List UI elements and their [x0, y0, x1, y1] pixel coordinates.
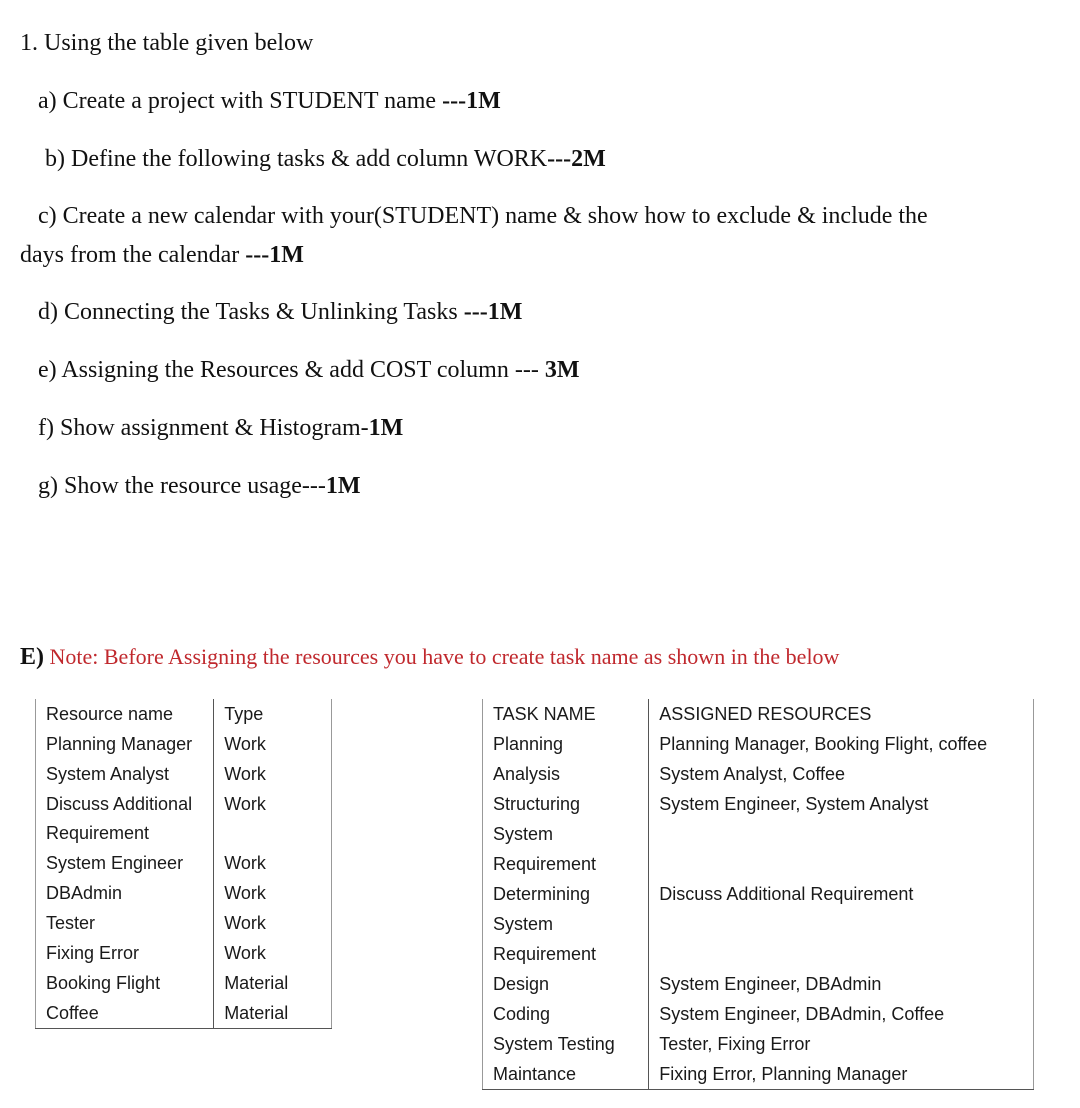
resource-type: Work: [214, 848, 332, 878]
note-label: E): [20, 644, 44, 670]
item-c-marks: ---1M: [245, 242, 304, 268]
question-title: 1. Using the table given below: [20, 30, 314, 56]
resource-name: Fixing Error: [36, 938, 214, 968]
item-e-marks: 3M: [544, 357, 580, 383]
task-name: Requirement: [483, 939, 649, 969]
assigned-resources: System Engineer, System Analyst: [649, 789, 1034, 819]
resource-name: DBAdmin: [36, 878, 214, 908]
item-e-text: e) Assigning the Resources & add COST column ---: [38, 357, 545, 383]
resource-name: Discuss Additional: [36, 789, 214, 819]
note-text: Note: Before Assigning the resources you have to create task name as shown in the below: [49, 644, 840, 669]
assigned-resources: Discuss Additional Requirement: [649, 879, 1034, 909]
item-a: [38, 88, 501, 115]
item-a-text: a) Create a project with STUDENT name: [38, 88, 443, 114]
task-name: Structuring: [483, 789, 649, 819]
table-row: [483, 999, 1034, 1029]
table-row: [483, 1059, 1034, 1090]
resource-name: Booking Flight: [36, 968, 214, 998]
table-row: [483, 819, 1034, 849]
task-name: System: [483, 819, 649, 849]
resource-type: Material: [214, 998, 332, 1029]
assigned-resources: Planning Manager, Booking Flight, coffee: [649, 729, 1034, 759]
resource-name: System Analyst: [36, 759, 214, 789]
table-row: [36, 819, 332, 848]
table-row: [483, 909, 1034, 939]
table-row: [483, 969, 1034, 999]
table-row: [36, 789, 332, 819]
table-row: [36, 968, 332, 998]
resource-type: Work: [214, 908, 332, 938]
assigned-resources: Fixing Error, Planning Manager: [649, 1059, 1034, 1090]
item-g-marks: 1M: [325, 473, 361, 499]
table-row: [36, 998, 332, 1029]
item-g-text: g) Show the resource usage---: [38, 473, 326, 499]
resource-name: Tester: [36, 908, 214, 938]
task-name: Planning: [483, 729, 649, 759]
table-row: [483, 759, 1034, 789]
item-b: [45, 146, 606, 173]
resources-table: [35, 699, 332, 1029]
item-f-text: f) Show assignment & Histogram-: [38, 415, 369, 441]
item-d-text: d) Connecting the Tasks & Unlinking Tasks: [38, 299, 464, 325]
table-row: [483, 939, 1034, 969]
tasks-header-row: [483, 699, 1034, 729]
resource-type: Material: [214, 968, 332, 998]
task-name-header: TASK NAME: [483, 699, 649, 729]
table-row: [483, 849, 1034, 879]
resource-name: Coffee: [36, 998, 214, 1029]
task-name: Requirement: [483, 849, 649, 879]
resource-name-header: Resource name: [36, 699, 214, 729]
table-row: [36, 759, 332, 789]
resource-type: Work: [214, 759, 332, 789]
table-row: [36, 908, 332, 938]
task-name: System: [483, 909, 649, 939]
assigned-resources: System Engineer, DBAdmin, Coffee: [649, 999, 1034, 1029]
resource-type: Work: [214, 938, 332, 968]
assigned-resources: [649, 939, 1034, 969]
resource-type: Work: [214, 729, 332, 759]
assigned-resources: [649, 909, 1034, 939]
item-b-text: b) Define the following tasks & add column WORK: [45, 146, 548, 172]
assigned-resources: Tester, Fixing Error: [649, 1029, 1034, 1059]
resource-type: Work: [214, 789, 332, 819]
item-f-marks: 1M: [368, 415, 404, 441]
item-c-cont-text: days from the calendar: [20, 242, 246, 268]
task-name: System Testing: [483, 1029, 649, 1059]
table-row: [483, 1029, 1034, 1059]
task-name: Coding: [483, 999, 649, 1029]
resource-name: System Engineer: [36, 848, 214, 878]
resources-header-row: [36, 699, 332, 729]
item-g: [38, 473, 361, 500]
assigned-resources: [649, 819, 1034, 849]
resource-name: Requirement: [36, 819, 214, 848]
task-name: Analysis: [483, 759, 649, 789]
item-c: c) Create a new calendar with your(STUDENT) name & show how to exclude & include the: [38, 203, 928, 229]
assigned-resources: [649, 849, 1034, 879]
task-name: Design: [483, 969, 649, 999]
table-row: [483, 879, 1034, 909]
assigned-resources-header: ASSIGNED RESOURCES: [649, 699, 1034, 729]
assigned-resources: System Engineer, DBAdmin: [649, 969, 1034, 999]
task-name: Determining: [483, 879, 649, 909]
tasks-table: [482, 699, 1034, 1090]
table-row: [483, 789, 1034, 819]
item-b-marks: ---2M: [547, 146, 606, 172]
task-name: Maintance: [483, 1059, 649, 1090]
table-row: [36, 848, 332, 878]
note: [20, 644, 839, 671]
resource-name: Planning Manager: [36, 729, 214, 759]
item-d-marks: ---1M: [463, 299, 523, 325]
item-c-cont: [20, 242, 304, 269]
table-row: [36, 938, 332, 968]
table-row: [36, 729, 332, 759]
table-row: [36, 878, 332, 908]
resource-type: Work: [214, 878, 332, 908]
item-a-marks: ---1M: [442, 88, 501, 114]
table-row: [483, 729, 1034, 759]
item-e: [38, 357, 579, 384]
item-f: [38, 415, 403, 442]
resource-type: [214, 819, 332, 848]
item-d: [38, 299, 522, 326]
assigned-resources: System Analyst, Coffee: [649, 759, 1034, 789]
resource-type-header: Type: [214, 699, 332, 729]
